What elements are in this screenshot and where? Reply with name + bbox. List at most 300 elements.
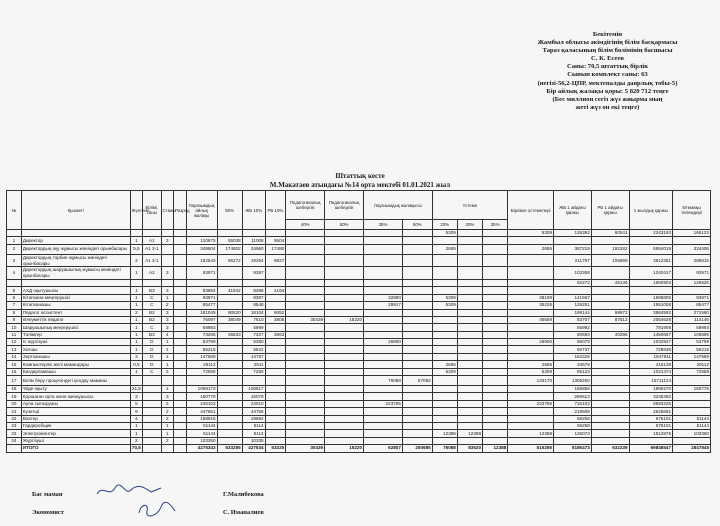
- cell-st: 1: [161, 361, 174, 368]
- cell-pa: [286, 324, 325, 331]
- cell-lvl: [143, 430, 161, 437]
- cell-p50: 36633: [217, 331, 242, 338]
- cell-zhb: 165856: [554, 386, 592, 393]
- cell-pb: [325, 287, 364, 294]
- cell-bir: [508, 279, 554, 286]
- cell-u2: [457, 316, 482, 323]
- cell-lb: [402, 368, 432, 375]
- cell-bir: [508, 346, 554, 353]
- cell-rb1: [591, 430, 629, 437]
- cell-lvl: D: [143, 353, 161, 360]
- cell-cat: 70,5: [131, 445, 141, 451]
- cell-pa: [286, 287, 325, 294]
- cell-rz: [174, 294, 187, 301]
- cell-u1: [432, 408, 457, 415]
- cell-name: Директордың тәрбие жұмысы жөніндегі орынбасары: [21, 254, 130, 267]
- cell-oth: 51144: [673, 423, 711, 430]
- cell-cat: 2: [130, 309, 143, 316]
- cell-la: [364, 316, 403, 323]
- cell-u2: 83620: [457, 445, 482, 452]
- cell-u2: [457, 237, 482, 244]
- cell-p50: [217, 294, 242, 301]
- cell-cat: 1: [130, 267, 143, 280]
- cell-rb: 9052: [265, 309, 286, 316]
- cell-pb: [325, 230, 364, 237]
- cell-pa: [286, 309, 325, 316]
- cell-rz: [174, 324, 187, 331]
- cell-cat: [130, 230, 143, 237]
- cell-pa: [286, 244, 325, 254]
- cell-year: 1032947: [629, 339, 672, 346]
- cell-pb: [325, 423, 364, 430]
- cell-pb: [325, 279, 364, 286]
- header-ust: Үстеме: [432, 191, 508, 220]
- cell-cat: 1: [130, 287, 143, 294]
- cell-la: [364, 279, 403, 286]
- header-category: Жүктеме: [130, 191, 143, 230]
- cell-lb: 250685: [402, 445, 432, 452]
- cell-zhk: 5114: [242, 430, 265, 437]
- cell-p50: [217, 361, 242, 368]
- cell-u1: [432, 346, 457, 353]
- header-p35b: 35%: [483, 220, 508, 230]
- cell-lb: [402, 408, 432, 415]
- cell-rb1: [591, 386, 629, 393]
- header-p50: 50%: [217, 191, 242, 230]
- cell-oth: 271560: [673, 309, 711, 316]
- cell-bir: [508, 408, 554, 415]
- table-row: [7, 376, 711, 386]
- cell-zhb: 141567: [554, 294, 592, 301]
- cell-u3: [483, 302, 508, 309]
- cell-base: 76097: [186, 316, 217, 323]
- cell-lb: [402, 415, 432, 422]
- cell-la: [364, 287, 403, 294]
- cell-zhk: 5114: [242, 423, 265, 430]
- table-row: [7, 331, 711, 338]
- cell-no: 19: [7, 393, 22, 400]
- cell-lb: [402, 361, 432, 368]
- cell-la: [364, 430, 403, 437]
- cell-no: 15: [7, 361, 22, 368]
- signature-role-2: Экономист: [32, 509, 64, 516]
- cell-zhb: 126073: [554, 430, 592, 437]
- cell-cat: 1: [130, 294, 143, 301]
- cell-zhb: 60737: [554, 346, 592, 353]
- cell-la: [364, 324, 403, 331]
- cell-rb1: [591, 415, 629, 422]
- cell-u3: [483, 244, 508, 254]
- cell-cat: 5: [130, 400, 143, 407]
- cell-cat: 1: [130, 237, 143, 244]
- cell-rb: [265, 339, 286, 346]
- cell-p50: [217, 415, 242, 422]
- cell-pb: [325, 386, 364, 393]
- document-title: Штаттық кесте: [335, 172, 385, 180]
- cell-st: 3: [161, 324, 174, 331]
- cell-rb1: [591, 400, 629, 407]
- cell-pb: [325, 254, 364, 267]
- cell-year: 675101: [629, 423, 672, 430]
- cell-u2: [457, 353, 482, 360]
- cell-zhk: 11008: [242, 237, 265, 244]
- cell-la: 223785: [364, 400, 403, 407]
- cell-lvl: [143, 393, 161, 400]
- cell-rb: 17480: [265, 244, 286, 254]
- table-row: [7, 423, 711, 430]
- cell-st: 1: [161, 346, 174, 353]
- cell-zhk: 44756: [242, 408, 265, 415]
- cell-zhk: 9397: [242, 267, 265, 280]
- cell-u3: [483, 324, 508, 331]
- cell-u3: [483, 376, 508, 386]
- cell-lvl: С: [143, 324, 161, 331]
- cell-u1: [432, 415, 457, 422]
- table-header-row: [7, 191, 711, 220]
- cell-oth: 147569: [673, 353, 711, 360]
- cell-lvl: С: [143, 368, 161, 375]
- cell-year: 3812351: [629, 254, 672, 267]
- cell-rb: [265, 279, 286, 286]
- cell-st: 2: [161, 408, 174, 415]
- cell-year: [629, 437, 672, 444]
- cell-pb: 15220: [325, 316, 364, 323]
- cell-oth: 55215: [673, 346, 711, 353]
- cell-rb: 3663: [265, 331, 286, 338]
- cell-u1: [432, 331, 457, 338]
- cell-bir: 5309: [508, 368, 554, 375]
- table-row: [7, 361, 711, 368]
- cell-zhb: 92272: [554, 279, 592, 286]
- cell-la: 62807: [364, 445, 403, 452]
- cell-base: [186, 230, 217, 237]
- cell-u2: [457, 254, 482, 267]
- cell-st: 2: [161, 368, 174, 375]
- cell-lb: [402, 423, 432, 430]
- signature-scribble-2: [135, 499, 180, 519]
- cell-rb: [265, 400, 286, 407]
- cell-name: [21, 279, 130, 286]
- cell-pb: [325, 408, 364, 415]
- cell-rb: [265, 393, 286, 400]
- cell-la: [364, 423, 403, 430]
- cell-bir: 2655: [508, 361, 554, 368]
- cell-st: 3: [161, 393, 174, 400]
- cell-oth: 51144: [673, 415, 711, 422]
- cell-no: 20: [7, 400, 22, 407]
- cell-pb: [325, 339, 364, 346]
- cell-p50: [217, 376, 242, 386]
- cell-lb: [402, 302, 432, 309]
- cell-pb: [325, 294, 364, 301]
- cell-rb1: [591, 267, 629, 280]
- cell-lvl: В2: [143, 316, 161, 323]
- cell-la: [364, 353, 403, 360]
- cell-base: 192543: [186, 254, 217, 267]
- cell-la: [364, 393, 403, 400]
- cell-zhk: 8388: [242, 287, 265, 294]
- cell-cat: 3: [130, 393, 143, 400]
- table-row: [7, 346, 711, 353]
- cell-name: Кітапхана меңгерушісі: [21, 294, 130, 301]
- cell-u2: [457, 408, 482, 415]
- table-row: [7, 393, 711, 400]
- cell-p50: 174802: [217, 244, 242, 254]
- cell-st: 3: [161, 267, 174, 280]
- cell-name: Компьютерлік желі мамандары: [21, 361, 130, 368]
- table-row: [7, 430, 711, 437]
- cell-p50: [217, 324, 242, 331]
- cell-cat: 1: [130, 316, 143, 323]
- cell-rb1: [591, 368, 629, 375]
- approval-line: Бекітемін: [592, 31, 623, 38]
- header-rb: РБ 10%: [265, 191, 286, 230]
- cell-lvl: D: [143, 346, 161, 353]
- cell-pa: [286, 339, 325, 346]
- cell-oth: [673, 400, 711, 407]
- cell-oth: [673, 376, 711, 386]
- cell-bir: [508, 267, 554, 280]
- table-row: [7, 244, 711, 254]
- cell-u1: [432, 309, 457, 316]
- cell-base: 53799: [186, 339, 217, 346]
- cell-u1: 2655: [432, 361, 457, 368]
- cell-st: 2: [161, 400, 174, 407]
- approval-line: (Бес миллион сегіз жүз жиырма мың: [552, 95, 663, 103]
- cell-rb: [265, 415, 286, 422]
- cell-lvl: А1 3-1: [143, 254, 161, 267]
- cell-u2: [457, 324, 482, 331]
- cell-st: 1: [161, 386, 174, 393]
- cell-rb: 9627: [265, 254, 286, 267]
- cell-la: [364, 415, 403, 422]
- cell-rb: [265, 346, 286, 353]
- cell-bir: 2655: [508, 244, 554, 254]
- cell-oth: 93971: [673, 267, 711, 280]
- cell-bir: [508, 423, 554, 430]
- cell-year: 2243193: [629, 230, 672, 237]
- cell-pa: [286, 393, 325, 400]
- cell-u2: [457, 331, 482, 338]
- cell-rb: [265, 376, 286, 386]
- cell-lvl: [143, 415, 161, 422]
- cell-pa: [286, 331, 325, 338]
- cell-rb1: [591, 437, 629, 444]
- cell-p50: [217, 302, 242, 309]
- cell-year: 1551008: [629, 302, 672, 309]
- cell-no: 14: [7, 353, 22, 360]
- cell-u3: [483, 254, 508, 267]
- cell-pb: [325, 309, 364, 316]
- cell-name: [21, 230, 130, 237]
- cell-lb: [402, 393, 432, 400]
- cell-st: 3: [161, 309, 174, 316]
- cell-no: [7, 279, 22, 286]
- cell-rz: [174, 302, 187, 309]
- cell-year: 1512876: [629, 430, 672, 437]
- cell-oth: [673, 393, 711, 400]
- cell-oth: 288815: [673, 254, 711, 267]
- cell-rb: [265, 294, 286, 301]
- cell-zhb: 80593: [554, 331, 592, 338]
- cell-no: 2: [7, 244, 22, 254]
- cell-pa: [286, 230, 325, 237]
- cell-p50: [217, 408, 242, 415]
- cell-la: 32890: [364, 294, 403, 301]
- cell-p50: [217, 386, 242, 393]
- cell-zhk: 7327: [242, 331, 265, 338]
- cell-pa: [286, 430, 325, 437]
- cell-lb: [402, 309, 432, 316]
- cell-rb1: 46136: [591, 279, 629, 286]
- cell-u2: [457, 294, 482, 301]
- cell-name: Зертханашы: [21, 353, 130, 360]
- header-name: Қызметі: [21, 191, 130, 230]
- cell-u3: [483, 287, 508, 294]
- cell-year: 1240417: [629, 267, 672, 280]
- cell-u3: [483, 230, 508, 237]
- cell-rb1: [591, 324, 629, 331]
- cell-lb: [402, 430, 432, 437]
- cell-rb: [265, 324, 286, 331]
- cell-pa: [286, 386, 325, 393]
- cell-no: 17: [7, 376, 22, 386]
- cell-rb1: 60541: [591, 230, 629, 237]
- cell-rz: [174, 400, 187, 407]
- cell-u2: [457, 230, 482, 237]
- cell-st: 1: [161, 294, 174, 301]
- cell-base: 51144: [186, 423, 217, 430]
- cell-lvl: А1 3-1: [143, 244, 161, 254]
- cell-rb1: [591, 361, 629, 368]
- cell-bir: 35226: [508, 302, 554, 309]
- approval-line: Саны: 70,5 штаттық бірлік: [566, 63, 649, 71]
- cell-u3: [483, 353, 508, 360]
- cell-no: 13: [7, 346, 22, 353]
- cell-no: 18: [7, 386, 22, 393]
- cell-pa: [286, 353, 325, 360]
- cell-base: 1069173: [186, 386, 217, 393]
- cell-pb: [325, 400, 364, 407]
- cell-u1: 5309: [432, 230, 457, 237]
- cell-rb1: [591, 353, 629, 360]
- cell-bir: [508, 287, 554, 294]
- cell-rz: [174, 331, 187, 338]
- approval-line: С. К. Есеев: [591, 55, 624, 63]
- cell-u2: [457, 279, 482, 286]
- cell-lvl: С: [143, 294, 161, 301]
- cell-rb: 3805: [265, 316, 286, 323]
- cell-rb: [265, 430, 286, 437]
- cell-rz: [174, 254, 187, 267]
- cell-lvl: [143, 400, 161, 407]
- cell-name: Электромонтер: [21, 430, 130, 437]
- cell-zhb: [554, 437, 592, 444]
- approval-line: Сынып комплект саны: 63: [567, 71, 648, 79]
- approval-line: Бір айлық жалақы қоры: 5 820 712 теңге: [546, 87, 669, 95]
- table-row: [7, 309, 711, 316]
- cell-rz: [174, 339, 187, 346]
- cell-st: [161, 244, 174, 254]
- cell-name: Қоршаған орта және жинаушысы: [21, 393, 130, 400]
- cell-base: 103350: [186, 437, 217, 444]
- cell-rb: [265, 423, 286, 430]
- cell-p50: [217, 400, 242, 407]
- cell-la: 29917: [364, 302, 403, 309]
- cell-pb: [325, 267, 364, 280]
- cell-name: АХД оқытушысы: [21, 287, 130, 294]
- cell-st: 1: [161, 430, 174, 437]
- cell-rb: [265, 408, 286, 415]
- cell-rb1: [591, 423, 629, 430]
- cell-base: [186, 376, 217, 386]
- cell-base: 150778: [186, 393, 217, 400]
- cell-pb: [325, 361, 364, 368]
- cell-pb: [325, 430, 364, 437]
- cell-u1: 2655: [432, 244, 457, 254]
- cell-name: Күзетші: [21, 408, 130, 415]
- approval-line: Жамбыл облысы әкімдігінің білім басқармасы: [537, 39, 678, 47]
- cell-base: 245103: [186, 400, 217, 407]
- header-year: 1 жылдық қаржы: [629, 191, 672, 230]
- cell-lb: [402, 294, 432, 301]
- cell-rb1: [591, 294, 629, 301]
- cell-pb: [325, 393, 364, 400]
- cell-pa: [286, 376, 325, 386]
- cell-zhk: 106917: [242, 386, 265, 393]
- cell-u3: [483, 309, 508, 316]
- cell-rz: [174, 244, 187, 254]
- cell-zhb: 1309260: [554, 376, 592, 386]
- cell-bir: [508, 237, 554, 244]
- table-total-row: [7, 445, 711, 452]
- cell-base: 93971: [186, 267, 217, 280]
- cell-year: 3235360: [629, 393, 672, 400]
- cell-rz: [174, 361, 187, 368]
- cell-zhb: 199144: [554, 309, 592, 316]
- cell-pb: 15220: [325, 445, 364, 452]
- cell-rb: 5504: [265, 237, 286, 244]
- cell-la: [364, 437, 403, 444]
- cell-u1: [432, 339, 457, 346]
- cell-zhb: 387219: [554, 244, 592, 254]
- cell-zhb: [554, 287, 592, 294]
- cell-u3: [483, 437, 508, 444]
- cell-u3: [483, 408, 508, 415]
- signature-name-2: С. Иманалиев: [223, 509, 264, 516]
- cell-u2: [457, 393, 482, 400]
- cell-rb: [265, 437, 286, 444]
- cell-name: Хатшы: [21, 346, 130, 353]
- cell-year: 1990270: [629, 386, 672, 393]
- cell-cat: 1: [130, 324, 143, 331]
- cell-pa: [286, 279, 325, 286]
- cell-cat: 1: [130, 430, 143, 437]
- cell-rb1: [591, 339, 629, 346]
- cell-pa: [286, 423, 325, 430]
- cell-la: [364, 386, 403, 393]
- cell-lvl: D: [143, 339, 161, 346]
- cell-u1: [432, 324, 457, 331]
- cell-zhb: 83707: [554, 316, 592, 323]
- cell-p50: [217, 353, 242, 360]
- cell-la: [364, 331, 403, 338]
- cell-name: Шаруашылық меңгерушісі: [21, 324, 130, 331]
- cell-oth: 72558: [673, 368, 711, 375]
- cell-name: Гардеробщик: [21, 423, 130, 430]
- cell-cat: 1: [130, 331, 143, 338]
- cell-base: 147569: [186, 353, 217, 360]
